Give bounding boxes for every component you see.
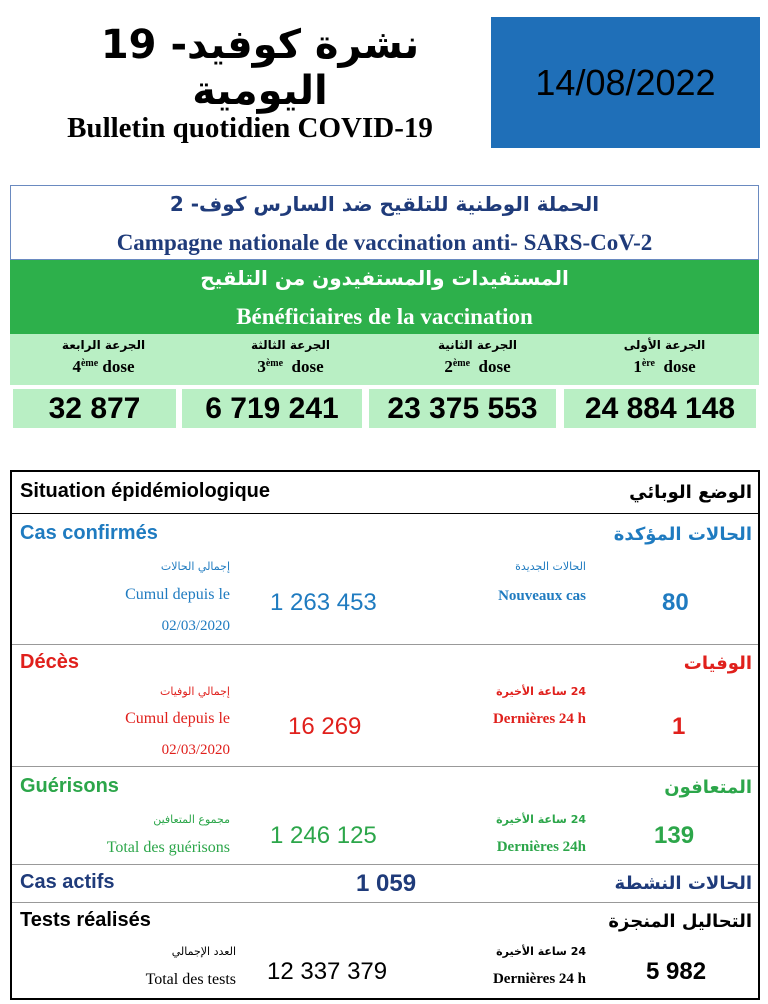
campaign-title-french: Campagne nationale de vaccination anti- SARS-CoV-2 xyxy=(116,230,653,255)
deaths-last24-value: 1 xyxy=(672,713,686,740)
confirmed-cumul-value: 1 263 453 xyxy=(270,589,377,616)
confirmed-title-french: Cas confirmés xyxy=(20,522,158,544)
deaths-last24-label-french: Dernières 24 h xyxy=(492,711,586,727)
epi-title-french: Situation épidémiologique xyxy=(20,480,270,502)
vaccination-campaign-banner xyxy=(10,185,759,260)
dose-label-french: 2ème dose xyxy=(444,357,511,376)
tests-last24-value: 5 982 xyxy=(646,958,707,985)
dose-4-value: 32 877 xyxy=(13,389,176,428)
active-title-french: Cas actifs xyxy=(20,871,115,893)
confirmed-cumul-label-arabic: إجمالي الحالات xyxy=(160,560,230,573)
recoveries-last24-label-french: Dernières 24h xyxy=(496,839,586,855)
tests-title-arabic: التحاليل المنجزة xyxy=(608,911,752,932)
beneficiaries-title-arabic: المستفيدات والمستفيدون من التلقيح xyxy=(200,266,569,290)
deaths-title-arabic: الوفيات xyxy=(683,653,752,674)
dose-4-header xyxy=(10,334,197,385)
recoveries-last24-label-arabic: 24 ساعة الأخيرة xyxy=(496,813,586,826)
new-cases-label-arabic: الحالات الجديدة xyxy=(515,560,586,573)
dose-label-arabic: الجرعة الثانية xyxy=(437,338,518,352)
dose-label-arabic: الجرعة الرابعة xyxy=(61,338,146,352)
beneficiaries-title-french: Bénéficiaires de la vaccination xyxy=(236,304,533,329)
campaign-title-arabic: الحملة الوطنية للتلقيح ضد السارس كوف- 2 xyxy=(169,192,600,216)
bulletin-date: 14/08/2022 xyxy=(491,17,760,148)
bulletin-title-french: Bulletin quotidien COVID-19 xyxy=(67,112,433,144)
tests-total-value: 12 337 379 xyxy=(267,958,388,985)
beneficiaries-banner xyxy=(10,260,759,334)
bulletin-title-arabic: نشرة كوفيد- 19 اليومية xyxy=(100,22,420,114)
deaths-section xyxy=(12,645,758,767)
deaths-cumul-label-arabic: إجمالي الوفيات xyxy=(160,685,230,698)
recoveries-last24-value: 139 xyxy=(654,822,695,849)
deaths-last24-label-arabic: 24 ساعة الأخيرة xyxy=(496,685,586,698)
tests-last24-label-french: Dernières 24 h xyxy=(492,971,586,987)
doses-header-row xyxy=(10,334,759,385)
recoveries-title-french: Guérisons xyxy=(20,775,119,797)
dose-label-arabic: الجرعة الأولى xyxy=(623,338,706,352)
recoveries-total-label-arabic: مجموع المتعافين xyxy=(153,813,230,826)
new-cases-label-french: Nouveaux cas xyxy=(498,588,586,604)
dose-2-header xyxy=(384,334,571,385)
deaths-title-french: Décès xyxy=(20,651,79,673)
recoveries-total-label-french: Total des guérisons xyxy=(106,839,230,856)
active-cases-value: 1 059 xyxy=(356,870,417,897)
tests-section xyxy=(12,903,758,998)
recoveries-total-value: 1 246 125 xyxy=(270,822,377,849)
confirmed-cumul-date: 02/03/2020 xyxy=(161,618,230,634)
tests-last24-label-arabic: 24 ساعة الأخيرة xyxy=(496,945,586,958)
active-cases-section xyxy=(12,865,758,903)
dose-label-arabic: الجرعة الثالثة xyxy=(250,338,331,352)
epi-title-row xyxy=(12,472,758,514)
deaths-cumul-date: 02/03/2020 xyxy=(161,742,230,758)
epi-title-arabic: الوضع الوبائي xyxy=(629,482,752,503)
dose-label-french: 3ème dose xyxy=(257,357,324,376)
new-cases-value: 80 xyxy=(662,589,689,616)
recoveries-section xyxy=(12,767,758,865)
tests-title-french: Tests réalisés xyxy=(20,909,151,931)
dose-2-value: 23 375 553 xyxy=(369,389,556,428)
active-title-arabic: الحالات النشطة xyxy=(614,873,752,894)
dose-1-value: 24 884 148 xyxy=(564,389,756,428)
tests-total-label-french: Total des tests xyxy=(145,971,236,988)
dose-3-header xyxy=(197,334,384,385)
deaths-cumul-label-french: Cumul depuis le xyxy=(125,710,230,727)
confirmed-cases-section xyxy=(12,514,758,645)
confirmed-cumul-label-french: Cumul depuis le xyxy=(125,586,230,603)
dose-3-value: 6 719 241 xyxy=(182,389,362,428)
deaths-cumul-value: 16 269 xyxy=(288,713,362,740)
tests-total-label-arabic: العدد الإجمالي xyxy=(171,945,236,958)
dose-1-header xyxy=(571,334,758,385)
dose-label-french: 4ème dose xyxy=(72,357,135,376)
dose-label-french: 1ère dose xyxy=(633,357,696,376)
recoveries-title-arabic: المتعافون xyxy=(664,777,752,798)
confirmed-title-arabic: الحالات المؤكدة xyxy=(613,524,752,545)
epidemiological-situation-table xyxy=(10,470,760,1000)
